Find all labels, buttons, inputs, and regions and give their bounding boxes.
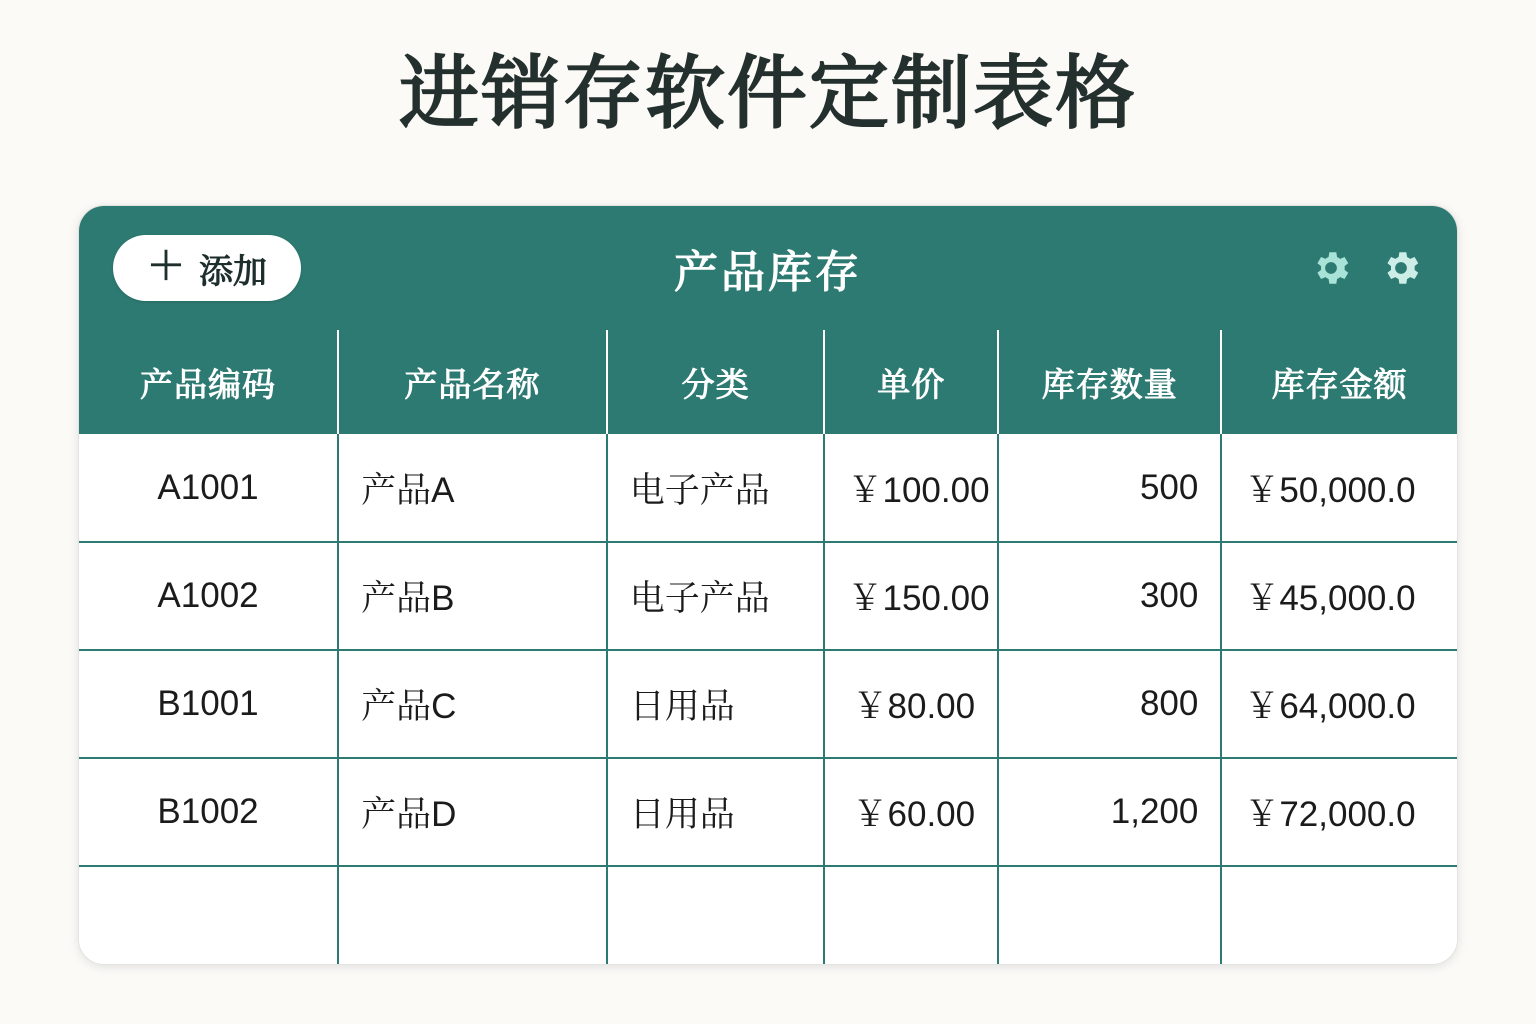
column-header-amount[interactable]: 库存金额	[1221, 330, 1457, 434]
cell-amount[interactable]: ￥72,000.0	[1221, 758, 1457, 866]
cell-price[interactable]	[824, 866, 998, 965]
cell-code[interactable]: B1002	[79, 758, 338, 866]
cell-cat[interactable]: 电子产品	[607, 434, 825, 542]
column-header-price[interactable]: 单价	[824, 330, 998, 434]
cell-name[interactable]: 产品B	[338, 542, 607, 650]
table-row[interactable]	[79, 434, 1457, 542]
table-row[interactable]	[79, 758, 1457, 866]
inventory-table	[79, 330, 1457, 965]
card-title: 产品库存	[674, 248, 862, 297]
page-title: 进销存软件定制表格	[399, 49, 1137, 138]
cell-code[interactable]: A1002	[79, 542, 338, 650]
cell-qty[interactable]: 500	[998, 434, 1221, 542]
column-header-code[interactable]: 产品编码	[79, 330, 338, 434]
cell-cat[interactable]: 日用品	[607, 758, 825, 866]
cell-name[interactable]: 产品A	[338, 434, 607, 542]
inventory-card	[78, 205, 1458, 965]
column-header-qty[interactable]: 库存数量	[998, 330, 1221, 434]
add-button-label: 添加	[199, 252, 268, 291]
cell-qty[interactable]	[998, 866, 1221, 965]
cell-price[interactable]: ￥150.00	[824, 542, 998, 650]
cell-code[interactable]	[79, 866, 338, 965]
cell-amount[interactable]: ￥45,000.0	[1221, 542, 1457, 650]
table-row[interactable]	[79, 542, 1457, 650]
cell-qty[interactable]: 300	[998, 542, 1221, 650]
cell-cat[interactable]: 电子产品	[607, 542, 825, 650]
gear-icon-1[interactable]	[1309, 246, 1353, 290]
cell-amount[interactable]: ￥50,000.0	[1221, 434, 1457, 542]
cell-cat[interactable]	[607, 866, 825, 965]
table-header	[79, 330, 1457, 434]
cell-name[interactable]: 产品D	[338, 758, 607, 866]
cell-amount[interactable]: ￥64,000.0	[1221, 650, 1457, 758]
cell-name[interactable]: 产品C	[338, 650, 607, 758]
cell-price[interactable]: ￥80.00	[824, 650, 998, 758]
cell-code[interactable]: B1001	[79, 650, 338, 758]
cell-qty[interactable]: 1,200	[998, 758, 1221, 866]
cell-code[interactable]: A1001	[79, 434, 338, 542]
add-button[interactable]	[113, 235, 301, 301]
header-icon-group	[1309, 246, 1423, 290]
column-header-name[interactable]: 产品名称	[338, 330, 607, 434]
cell-amount[interactable]	[1221, 866, 1457, 965]
plus-icon: ＋	[147, 246, 186, 288]
cell-cat[interactable]: 日用品	[607, 650, 825, 758]
cell-price[interactable]: ￥100.00	[824, 434, 998, 542]
column-header-cat[interactable]: 分类	[607, 330, 825, 434]
table-row-empty[interactable]	[79, 866, 1457, 965]
card-header	[79, 206, 1457, 330]
cell-name[interactable]	[338, 866, 607, 965]
table-body	[79, 434, 1457, 965]
cell-price[interactable]: ￥60.00	[824, 758, 998, 866]
table-header-row	[79, 330, 1457, 434]
gear-icon-2[interactable]	[1379, 246, 1423, 290]
cell-qty[interactable]: 800	[998, 650, 1221, 758]
table-row[interactable]	[79, 650, 1457, 758]
